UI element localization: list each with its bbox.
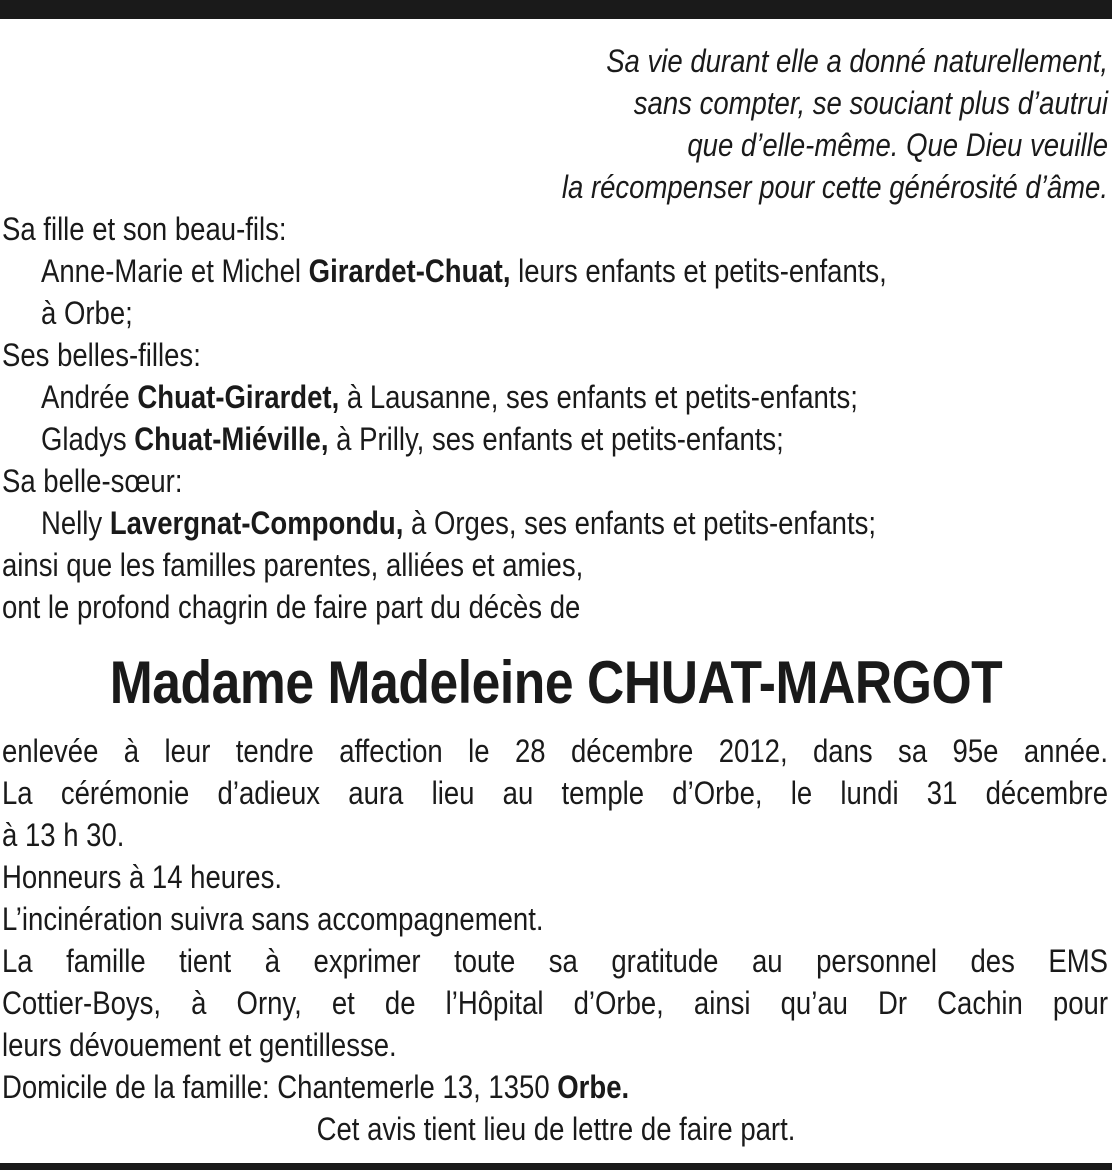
daughter-heading: Sa fille et son beau-fils: (2, 211, 287, 247)
relatives-line: ainsi que les familles parentes, alliées et amies, (2, 547, 584, 583)
daughter-rest: leurs enfants et petits-enfants, (510, 253, 887, 289)
ceremony-line-2: à 13 h 30. (2, 817, 125, 853)
domicile-town: Orbe. (557, 1069, 630, 1105)
domicile-prefix: Domicile de la famille: Chantemerle 13, 1350 (2, 1069, 558, 1105)
dil2-surname: Chuat-Miéville, (134, 421, 329, 457)
ceremony-line-1: La cérémonie d’adieux aura lieu au temple d’Orbe, le lundi 31 décembre (2, 775, 1109, 811)
deceased-name: Madame Madeleine CHUAT-MARGOT (109, 649, 1003, 716)
verse-line-2: sans compter, se souciant plus d’autrui (633, 85, 1108, 121)
dil2-rest: à Prilly, ses enfants et petits-enfants; (328, 421, 784, 457)
verse-line-3: que d’elle-même. Que Dieu veuille (687, 127, 1108, 163)
daughter-surname: Girardet-Chuat, (308, 253, 511, 289)
honours-line: Honneurs à 14 heures. (2, 859, 282, 895)
sister-in-law (41, 502, 959, 544)
gratitude-line-3: leurs dévouement et gentillesse. (2, 1027, 397, 1063)
dil1-first: Andrée (41, 379, 138, 415)
verse-line-1: Sa vie durant elle a donné naturellement, (606, 43, 1108, 79)
sil-first: Nelly (41, 505, 110, 541)
daughter-in-law-1 (41, 376, 959, 418)
daughters-in-law-heading: Ses belles-filles: (2, 337, 201, 373)
gratitude-line-2: Cottier-Boys, à Orny, et de l’Hôpital d’Orbe, ainsi qu’au Dr Cachin pour (2, 985, 1109, 1021)
gratitude-line-1: La famille tient à exprimer toute sa gratitude au personnel des EMS (2, 943, 1109, 979)
death-line: enlevée à leur tendre affection le 28 décembre 2012, dans sa 95e année. (2, 733, 1109, 769)
announcement-line: ont le profond chagrin de faire part du décès de (2, 589, 581, 625)
daughter-names: Anne-Marie et Michel (41, 253, 309, 289)
daughter-line (41, 250, 959, 292)
verse-line-4: la récompenser pour cette générosité d’âme. (561, 169, 1108, 205)
sister-in-law-heading: Sa belle-sœur: (2, 463, 183, 499)
bottom-rule (0, 1163, 1112, 1170)
daughter-in-law-2 (41, 418, 959, 460)
daughter-place: à Orbe; (41, 295, 133, 331)
dil1-rest: à Lausanne, ses enfants et petits-enfants; (339, 379, 858, 415)
domicile-line (2, 1066, 953, 1108)
closing-line: Cet avis tient lieu de lettre de faire part. (316, 1111, 796, 1147)
sil-surname: Lavergnat-Compondu, (109, 505, 404, 541)
cremation-line: L’incinération suivra sans accompagnement. (2, 901, 544, 937)
sil-rest: à Orges, ses enfants et petits-enfants; (403, 505, 877, 541)
dil2-first: Gladys (41, 421, 135, 457)
top-rule (0, 0, 1112, 19)
dil1-surname: Chuat-Girardet, (137, 379, 340, 415)
